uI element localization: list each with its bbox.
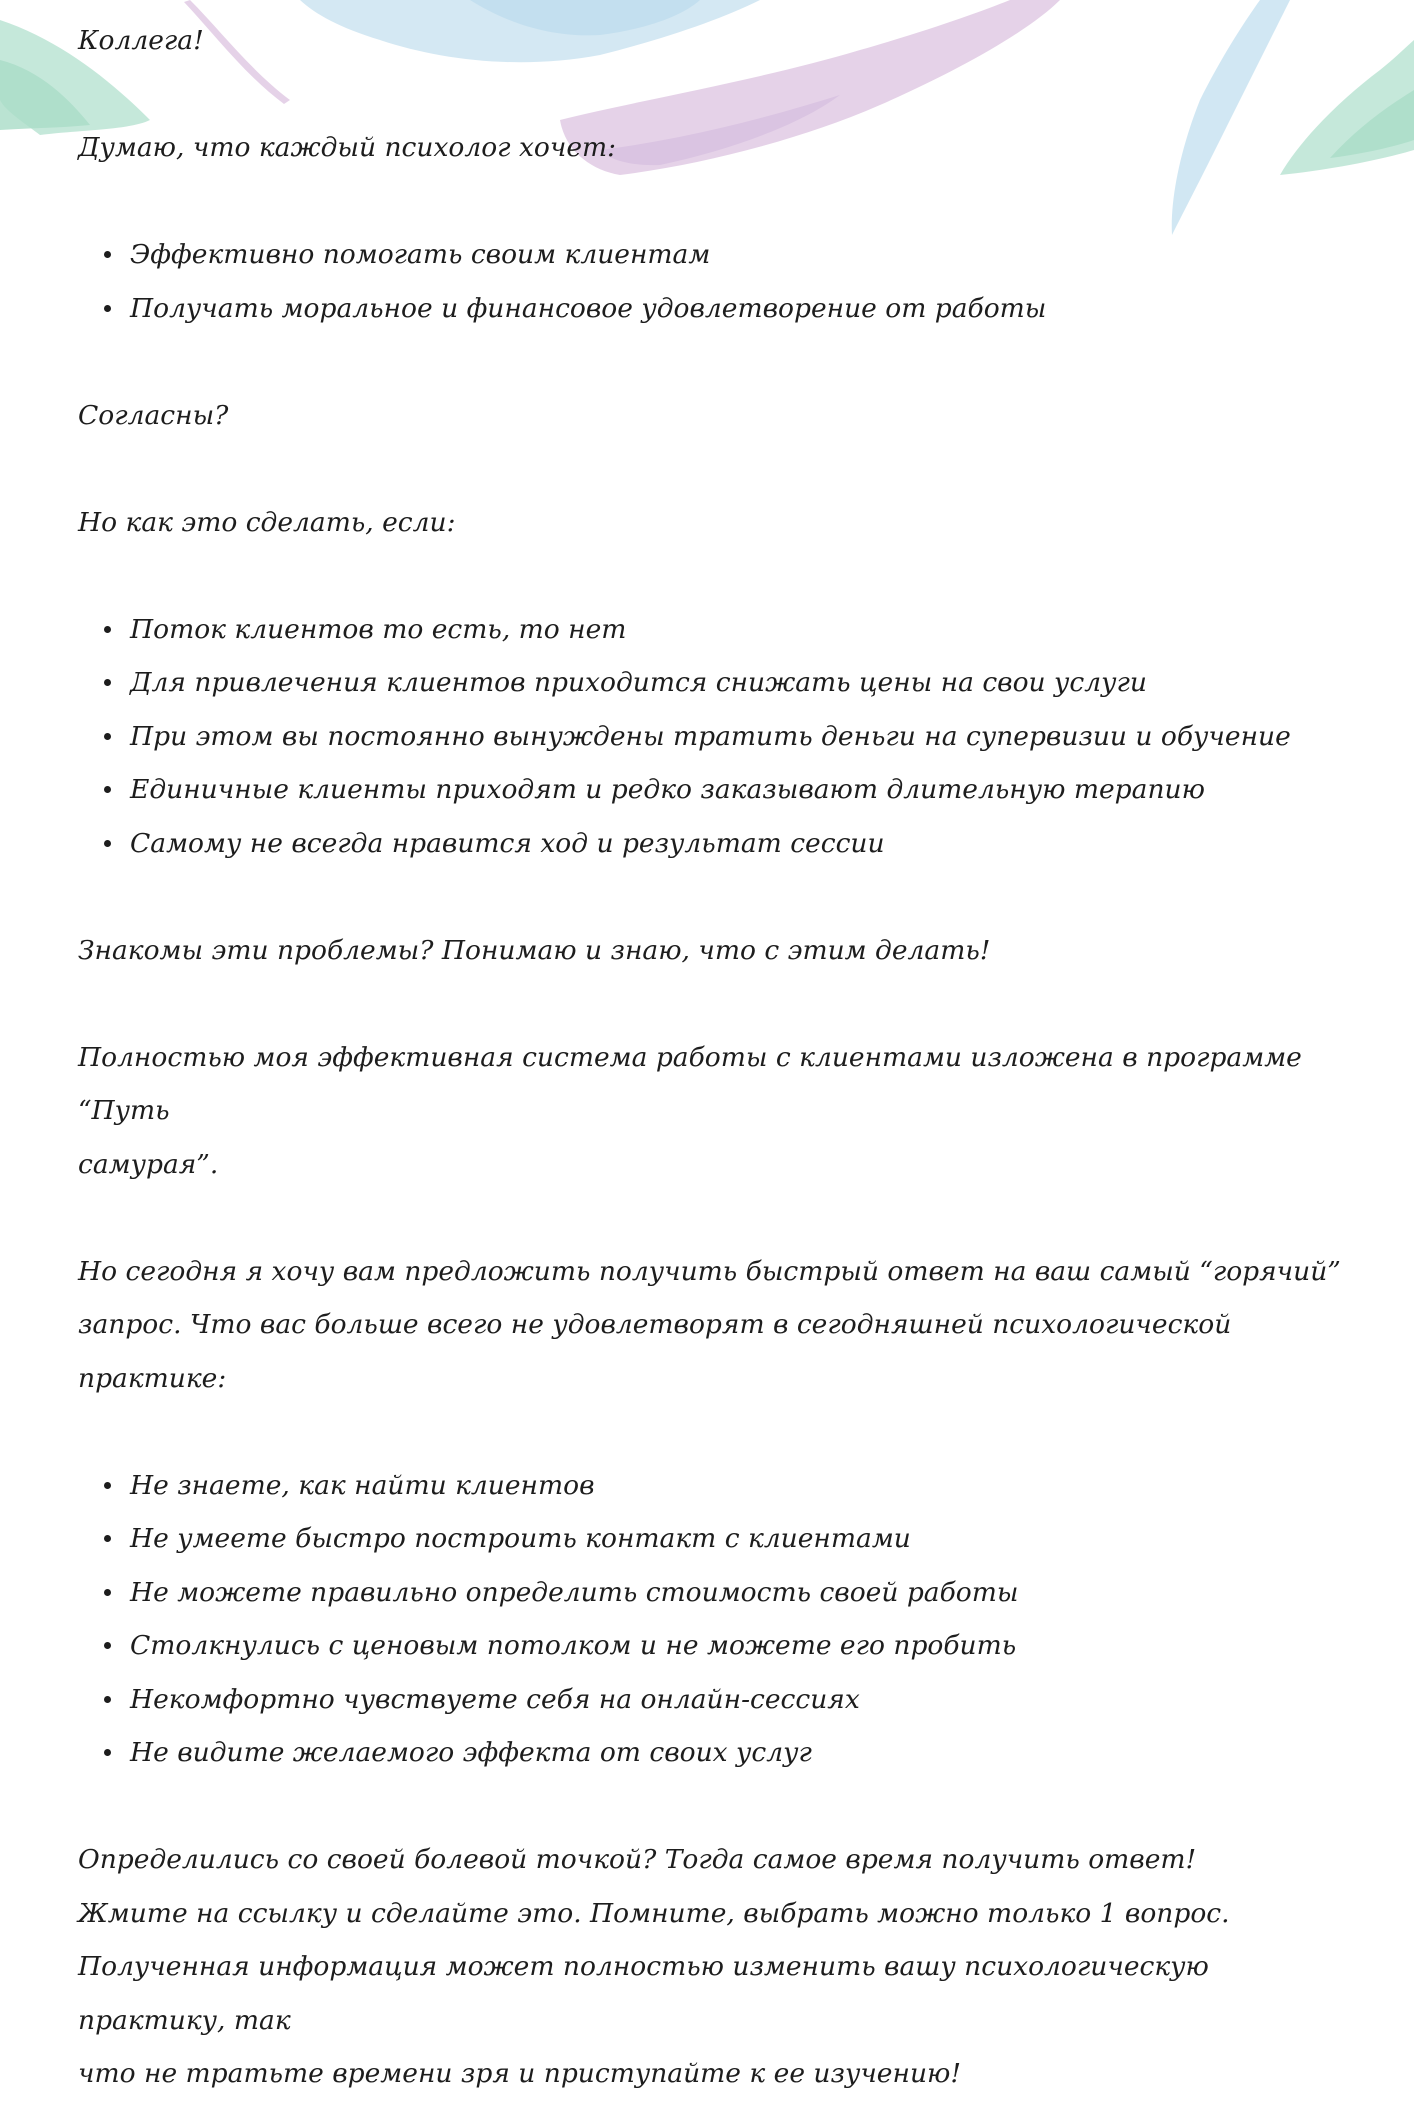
- how-question: Но как это сделать, если:: [78, 506, 456, 538]
- intro-text: Думаю, что каждый психолог хочет:: [78, 132, 617, 163]
- agree-text: Согласны?: [78, 399, 229, 431]
- wants-list: [78, 228, 1348, 335]
- familiar-text: Знакомы эти проблемы? Понимаю и знаю, что с этим делать!: [78, 934, 991, 966]
- list-item: Поток клиентов то есть, то нет: [130, 603, 1348, 657]
- list-item: Не умеете быстро построить контакт с клиентами: [130, 1512, 1348, 1566]
- program-text-line1: Полностью моя эффективная система работы с клиентами изложена в программе “Путь: [78, 1041, 1302, 1126]
- letter-body: [78, 14, 1348, 2101]
- closing-line: Определились со своей болевой точкой? Тогда самое время получить ответ!: [78, 1844, 1197, 1875]
- closing-line: Полученная информация может полностью изменить вашу психологическую практику, так: [78, 1951, 1209, 2036]
- list-item: Самому не всегда нравится ход и результат сессии: [130, 817, 1348, 871]
- list-item: Для привлечения клиентов приходится снижать цены на свои услуги: [130, 656, 1348, 710]
- list-item: Эффективно помогать своим клиентам: [130, 228, 1348, 282]
- list-item: Столкнулись с ценовым потолком и не можете его пробить: [130, 1619, 1348, 1673]
- list-item: Не знаете, как найти клиентов: [130, 1459, 1348, 1513]
- list-item: Не можете правильно определить стоимость своей работы: [130, 1566, 1348, 1620]
- closing-line: что не тратьте времени зря и приступайте к ее изучению!: [78, 2058, 961, 2089]
- pains-list: [78, 1459, 1348, 1780]
- offer-text-line1: Но сегодня я хочу вам предложить получить быстрый ответ на ваш самый “горячий”: [78, 1255, 1341, 1287]
- offer-text-line2: запрос. Что вас больше всего не удовлетворят в сегодняшней психологической практике:: [78, 1309, 1232, 1394]
- list-item: Не видите желаемого эффекта от своих услуг: [130, 1726, 1348, 1780]
- list-item: Некомфортно чувствуете себя на онлайн-сессиях: [130, 1673, 1348, 1727]
- list-item: Единичные клиенты приходят и редко заказывают длительную терапию: [130, 763, 1348, 817]
- problems-list: [78, 603, 1348, 871]
- greeting: Коллега!: [78, 25, 204, 56]
- list-item: Получать моральное и финансовое удовлетворение от работы: [130, 282, 1348, 336]
- closing-line: Жмите на ссылку и сделайте это. Помните, выбрать можно только 1 вопрос.: [78, 1897, 1230, 1929]
- list-item: При этом вы постоянно вынуждены тратить деньги на супервизии и обучение: [130, 710, 1348, 764]
- program-text-line2: самурая”.: [78, 1148, 219, 1180]
